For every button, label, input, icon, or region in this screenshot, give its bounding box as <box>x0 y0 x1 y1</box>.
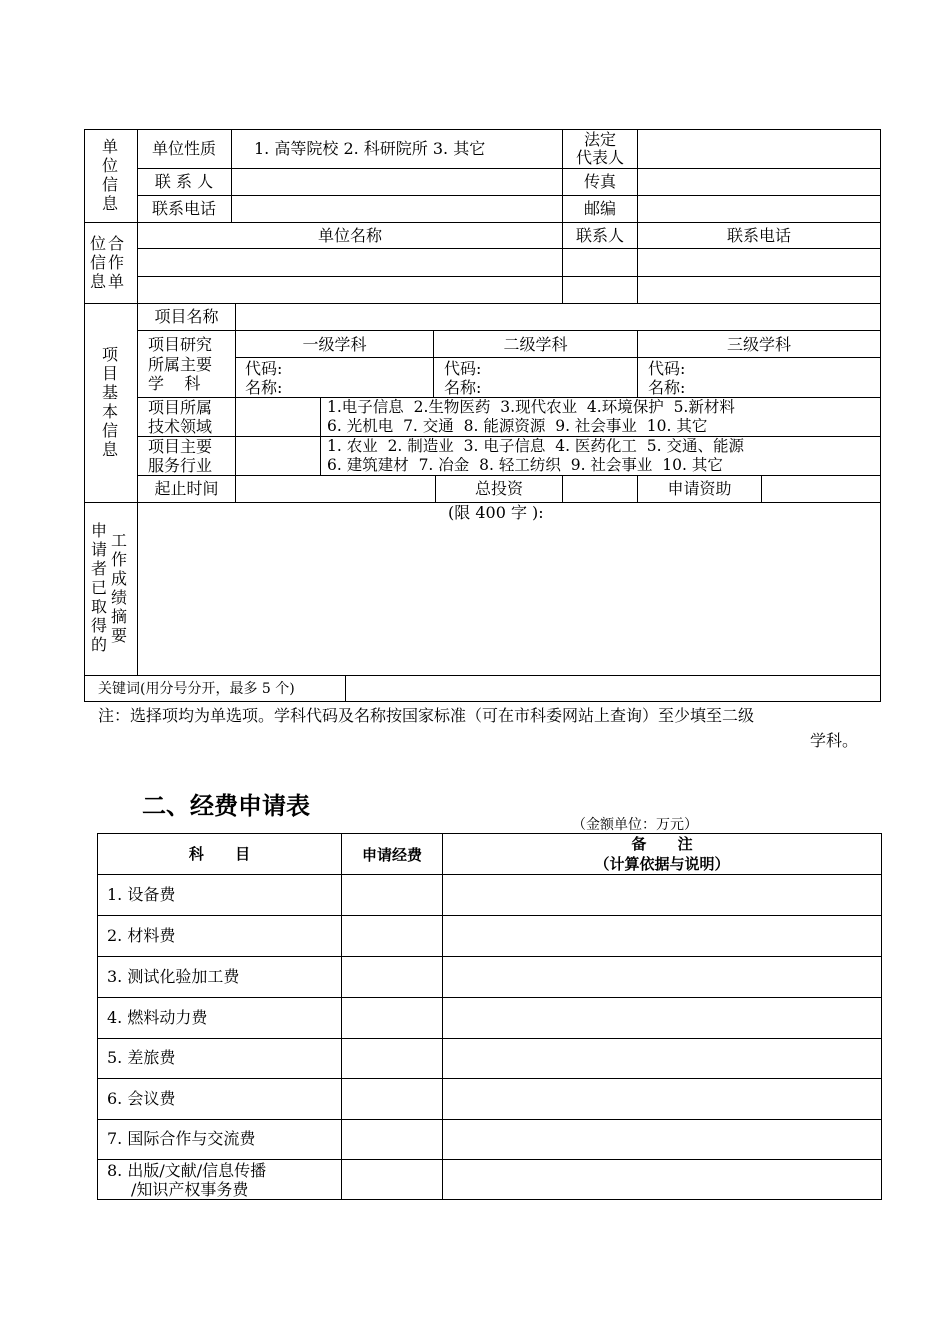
rule <box>320 397 321 475</box>
level1-name-label: 名称: <box>245 378 283 397</box>
rule <box>235 303 236 502</box>
rule <box>881 833 882 1200</box>
budget-row-publication-line2: /知识产权事务费 <box>131 1180 249 1199</box>
rule <box>637 129 638 222</box>
rule <box>137 195 881 196</box>
rule <box>137 475 881 476</box>
achievements-label-col-b: 工作成绩摘要 <box>110 531 127 645</box>
service-industry-options-line2[interactable]: 6. 建筑建材 7. 冶金 8. 轻工纺织 9. 社会事业 10. 其它 <box>327 456 723 474</box>
rule <box>231 129 232 222</box>
rule <box>137 330 881 331</box>
budget-col-subject: 科 目 <box>188 845 251 863</box>
rule <box>761 475 762 502</box>
rule <box>97 833 98 1200</box>
budget-col-remark-line1: 备 注 <box>631 835 693 853</box>
tech-field-options-line1[interactable]: 1.电子信息 2.生物医药 3.现代农业 4.环境保护 5.新材料 <box>327 398 735 416</box>
keywords-input[interactable] <box>346 676 880 701</box>
rule <box>84 303 881 304</box>
tech-field-options-line2[interactable]: 6. 光机电 7. 交通 8. 能源资源 9. 社会事业 10. 其它 <box>327 417 708 435</box>
budget-row-equipment: 1. 设备费 <box>107 885 176 904</box>
budget-col-amount: 申请经费 <box>361 846 422 864</box>
tech-field-label-line2: 技术领域 <box>148 417 213 436</box>
project-info-section-label: 项目基本信息 <box>101 345 118 459</box>
contact-person-label: 联 系 人 <box>154 172 214 191</box>
rule <box>137 248 881 249</box>
budget-row-travel: 5. 差旅费 <box>107 1048 176 1067</box>
achievements-label-col-a: 申请者已取得的 <box>90 521 107 654</box>
rule <box>97 1159 882 1160</box>
budget-unit-note: （金额单位：万元） <box>572 817 698 833</box>
achievements-textarea[interactable] <box>138 524 880 674</box>
unit-nature-options[interactable]: 1. 高等院校 2. 科研院所 3. 其它 <box>254 139 486 158</box>
budget-row-testing: 3. 测试化验加工费 <box>107 967 240 986</box>
partner-col-contact: 联系人 <box>575 226 624 245</box>
rule <box>97 956 882 957</box>
discipline-label-line1: 项目研究 <box>148 335 213 354</box>
note-line2: 学科。 <box>810 731 859 750</box>
rule <box>97 997 882 998</box>
service-industry-label-line2: 服务行业 <box>148 456 213 475</box>
rule <box>97 1078 882 1079</box>
rule <box>97 1199 882 1200</box>
rule <box>84 222 881 223</box>
partner-col-name: 单位名称 <box>317 226 382 245</box>
rule <box>97 915 882 916</box>
rule <box>562 475 563 502</box>
partner-section-label-col1: 位合 <box>90 234 127 253</box>
unit-nature-label: 单位性质 <box>151 139 216 158</box>
budget-remark-cell[interactable] <box>443 875 881 915</box>
service-industry-label-line1: 项目主要 <box>148 437 213 456</box>
budget-row-international: 7. 国际合作与交流费 <box>107 1129 256 1148</box>
level3-discipline-header: 三级学科 <box>726 335 791 354</box>
rule <box>97 833 882 834</box>
fax-label: 传真 <box>583 172 616 191</box>
period-label: 起止时间 <box>154 479 219 498</box>
level3-code-label: 代码: <box>648 359 686 378</box>
tech-field-label-line1: 项目所属 <box>148 398 213 417</box>
keywords-label: 关键词(用分号分开，最多 5 个) <box>98 681 295 697</box>
contact-phone-label: 联系电话 <box>151 199 216 218</box>
budget-amount-cell[interactable] <box>342 875 442 915</box>
level2-discipline-header: 二级学科 <box>503 335 568 354</box>
achievements-limit-note: (限 400 字 ): <box>448 503 544 522</box>
table1-border-top <box>84 129 881 130</box>
rule <box>235 357 881 358</box>
level2-code-label: 代码: <box>444 359 482 378</box>
table1-border-bottom <box>84 701 881 702</box>
partner-col-phone: 联系电话 <box>726 226 791 245</box>
note-line1: 注：选择项均为单选项。学科代码及名称按国家标准（可在市科委网站上查询）至少填至二级 <box>98 706 755 725</box>
total-investment-label: 总投资 <box>474 479 523 498</box>
discipline-label-line2: 所属主要 <box>148 355 213 374</box>
rule <box>97 1038 882 1039</box>
rule <box>97 1119 882 1120</box>
unit-info-section-label: 单位信息 <box>101 137 118 213</box>
table1-border-left <box>84 129 85 702</box>
budget-row-fuel-power: 4. 燃料动力费 <box>107 1008 208 1027</box>
budget-row-conference: 6. 会议费 <box>107 1089 176 1108</box>
discipline-label-line3: 学 科 <box>148 374 201 393</box>
postcode-label: 邮编 <box>583 199 616 218</box>
level1-code-label: 代码: <box>245 359 283 378</box>
partner-section-label-col2: 信作 <box>90 253 127 272</box>
project-name-label: 项目名称 <box>154 307 219 326</box>
partner-section-label-col3: 息单 <box>90 272 127 291</box>
rule <box>137 168 881 169</box>
budget-section-title: 二、经费申请表 <box>142 792 310 820</box>
legal-rep-label-line1: 法定 <box>583 130 616 149</box>
funding-request-label: 申请资助 <box>667 479 732 498</box>
legal-rep-label-line2: 代表人 <box>575 148 624 167</box>
budget-col-remark-line2: （计算依据与说明） <box>594 855 730 873</box>
rule <box>137 276 881 277</box>
budget-row-materials: 2. 材料费 <box>107 926 176 945</box>
service-industry-options-line1[interactable]: 1. 农业 2. 制造业 3. 电子信息 4. 医药化工 5. 交通、能源 <box>327 437 744 455</box>
level3-name-label: 名称: <box>648 378 686 397</box>
table1-border-right <box>880 129 881 702</box>
level2-name-label: 名称: <box>444 378 482 397</box>
level1-discipline-header: 一级学科 <box>302 335 367 354</box>
budget-row-publication-line1: 8. 出版/文献/信息传播 <box>107 1161 267 1180</box>
